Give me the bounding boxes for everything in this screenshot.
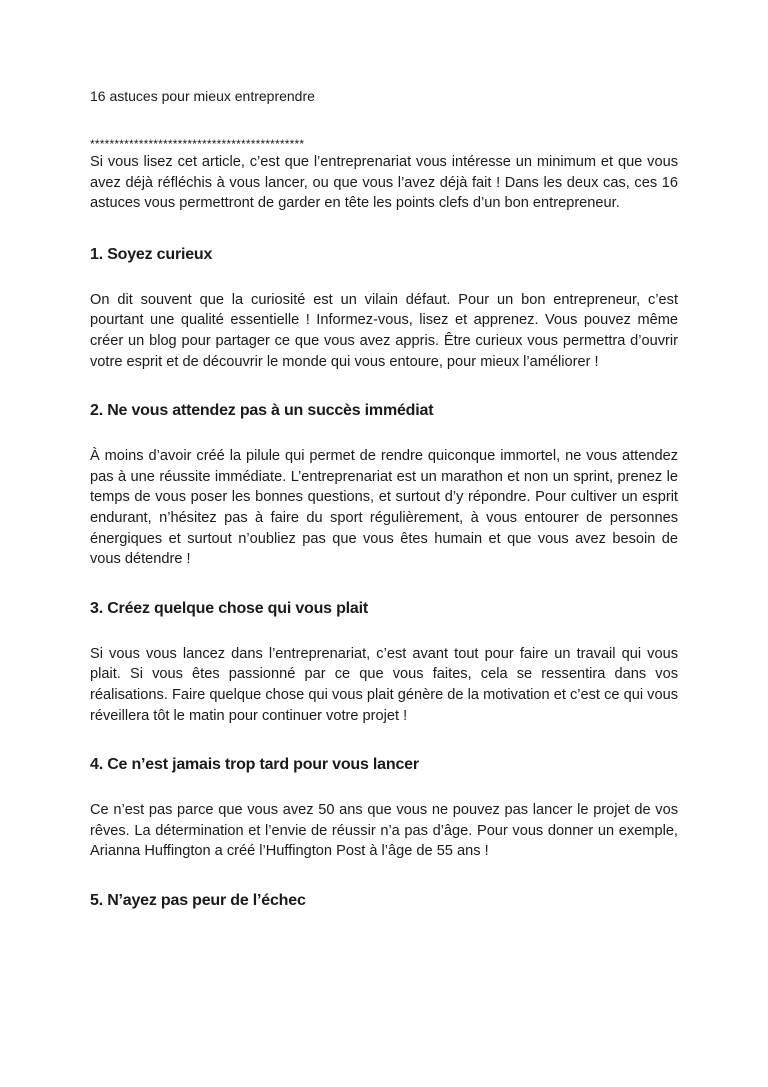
- section-heading: 2. Ne vous attendez pas à un succès immédiat: [90, 402, 434, 420]
- section-3: [90, 598, 678, 726]
- section-body: À moins d’avoir créé la pilule qui permet de rendre quiconque immortel, ne vous attendez pas à une réussite immédiate. L’entreprenariat est un marathon et non un sprint, prenez le temps de vous poser les bonnes questions, et surtout d’y répondre. Pour cultiver un esprit endurant, n’hésitez pas à faire du sport régulièrement, à vous entourer de personnes énergiques et surtout n’oubliez pas que vous êtes humain et que vous avez besoin de vous détendre !: [90, 448, 678, 568]
- separator-line: ********************************************: [90, 137, 305, 151]
- section-5: [90, 890, 678, 912]
- section-heading: 5. N’ayez pas peur de l’échec: [90, 891, 306, 909]
- document-title: 16 astuces pour mieux entreprendre: [90, 88, 315, 104]
- section-4: [90, 754, 678, 862]
- intro-paragraph: Si vous lisez cet article, c’est que l’entreprenariat vous intéresse un minimum et que vous avez déjà réfléchis à vous lancer, ou que vous l’avez déjà fait ! Dans les deux cas, ces 16 astuces vous permettront de garder en tête les points clefs d’un bon entrepreneur.: [90, 154, 678, 212]
- section-heading: 1. Soyez curieux: [90, 245, 213, 263]
- section-1: [90, 244, 678, 372]
- section-body: On dit souvent que la curiosité est un vilain défaut. Pour un bon entrepreneur, c’est pourtant une qualité essentielle ! Informez-vous, lisez et apprenez. Vous pouvez même créer un blog pour partager ce que vous avez appris. Être curieux vous permettra d’ouvrir votre esprit et de découvrir le monde qui vous entoure, pour mieux l’améliorer !: [90, 291, 678, 370]
- section-heading: 3. Créez quelque chose qui vous plait: [90, 599, 368, 617]
- section-body: Si vous vous lancez dans l’entreprenariat, c’est avant tout pour faire un travail qui vous plait. Si vous êtes passionné par ce que vous faites, cela se ressentira dans vos réalisations. Faire quelque chose qui vous plait génère de la motivation et c’est ce qui vous réveillera tôt le matin pour continuer votre projet !: [90, 645, 678, 724]
- section-heading: 4. Ce n’est jamais trop tard pour vous lancer: [90, 756, 419, 774]
- section-body: Ce n’est pas parce que vous avez 50 ans que vous ne pouvez pas lancer le projet de vos rêves. La détermination et l’envie de réussir n’a pas d’âge. Pour vous donner un exemple, Arianna Huffington a créé l’Huffington Post à l’âge de 55 ans !: [90, 802, 678, 860]
- section-2: [90, 400, 678, 570]
- document-page: [90, 86, 678, 936]
